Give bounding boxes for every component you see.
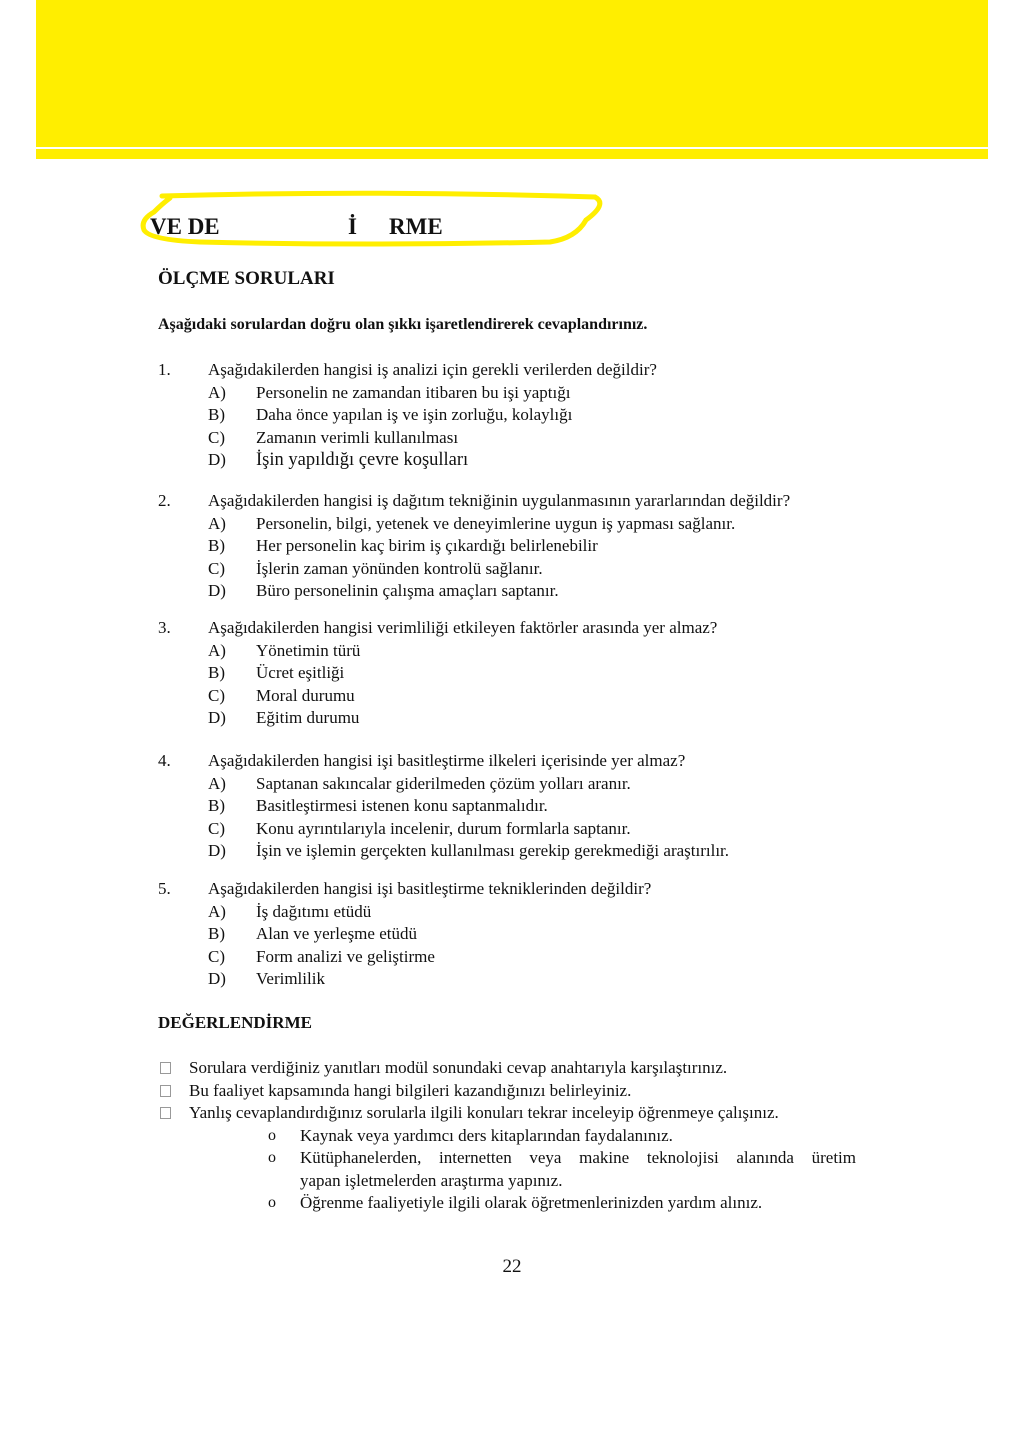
option-c[interactable] xyxy=(158,946,878,969)
question-4 xyxy=(158,750,878,863)
option-letter: D) xyxy=(208,841,226,860)
option-text: İşin yapıldığı çevre koşulları xyxy=(256,450,469,470)
evaluation-list xyxy=(158,1057,858,1215)
option-b[interactable] xyxy=(158,923,878,946)
evaluation-item xyxy=(158,1057,858,1080)
option-a[interactable] xyxy=(158,901,878,924)
option-text: Moral durumu xyxy=(256,685,355,705)
option-text: İşlerin zaman yönünden kontrolü sağlanır. xyxy=(256,558,543,578)
option-text: Ücret eşitliği xyxy=(256,663,345,682)
header-banner xyxy=(36,0,988,147)
option-text: Alan ve yerleşme etüdü xyxy=(256,924,417,943)
option-letter: B) xyxy=(208,796,225,815)
option-c[interactable] xyxy=(158,427,878,450)
option-text: Eğitim durumu xyxy=(256,708,360,727)
option-text: Her personelin kaç birim iş çıkardığı belirlenebilir xyxy=(256,536,598,555)
sub-item-text: yapan işletmelerden araştırma yapınız. xyxy=(300,1170,563,1190)
question-text: Aşağıdakilerden hangisi iş dağıtım tekniğinin uygulanmasının yararlarından değildir? xyxy=(208,491,791,510)
option-d[interactable] xyxy=(158,707,878,730)
page-number: 22 xyxy=(502,1256,522,1277)
option-text: Saptanan sakıncalar giderilmeden çözüm yolları aranır. xyxy=(256,773,631,793)
sub-item-continuation xyxy=(158,1170,858,1193)
option-b[interactable] xyxy=(158,795,878,818)
evaluation-text: Yanlış cevaplandırdığınız sorularla ilgili konuları tekrar inceleyip öğrenmeye çalışınız. xyxy=(189,1103,779,1122)
option-text: Personelin ne zamandan itibaren bu işi yaptığı xyxy=(256,382,571,402)
option-a[interactable] xyxy=(158,773,878,796)
title-part-left: VE DE xyxy=(150,214,220,239)
option-letter: C) xyxy=(208,818,225,838)
question-text: Aşağıdakilerden hangisi işi basitleştirme tekniklerinden değildir? xyxy=(208,879,652,898)
sub-item xyxy=(158,1192,858,1215)
question-number: 4. xyxy=(158,751,171,770)
checkbox-bullet-icon xyxy=(160,1107,171,1119)
option-c[interactable] xyxy=(158,558,878,581)
sub-item xyxy=(158,1147,858,1170)
question-text: Aşağıdakilerden hangisi iş analizi için gerekli verilerden değildir? xyxy=(208,360,657,379)
option-text: Personelin, bilgi, yetenek ve deneyimlerine uygun iş yapması sağlanır. xyxy=(256,513,736,533)
option-letter: A) xyxy=(208,513,226,533)
question-number: 3. xyxy=(158,618,171,637)
evaluation-item xyxy=(158,1102,858,1125)
olcme-heading: ÖLÇME SORULARI xyxy=(158,268,335,289)
question-number: 1. xyxy=(158,360,171,379)
option-letter: C) xyxy=(208,685,225,705)
question-text: Aşağıdakilerden hangisi verimliliği etkileyen faktörler arasında yer almaz? xyxy=(208,618,718,637)
option-d[interactable] xyxy=(158,449,878,472)
option-text: Büro personelinin çalışma amaçları saptanır. xyxy=(256,581,559,600)
question-number: 2. xyxy=(158,491,171,510)
question-1 xyxy=(158,359,878,472)
option-letter: A) xyxy=(208,640,226,660)
option-d[interactable] xyxy=(158,840,878,863)
title-part-right: RME xyxy=(389,214,443,239)
option-text: Daha önce yapılan iş ve işin zorluğu, kolaylığı xyxy=(256,405,573,424)
option-letter: D) xyxy=(208,708,226,727)
option-letter: B) xyxy=(208,924,225,943)
title-part-mid: İ xyxy=(348,214,357,239)
option-letter: B) xyxy=(208,536,225,555)
header-rule xyxy=(36,149,988,159)
option-text: İş dağıtımı etüdü xyxy=(256,901,372,921)
circle-bullet-icon: o xyxy=(268,1194,276,1211)
option-letter: B) xyxy=(208,405,225,424)
option-b[interactable] xyxy=(158,535,878,558)
option-text: Zamanın verimli kullanılması xyxy=(256,427,459,447)
evaluation-text: Bu faaliyet kapsamında hangi bilgileri kazandığınızı belirleyiniz. xyxy=(189,1080,632,1100)
option-letter: A) xyxy=(208,382,226,402)
option-letter: C) xyxy=(208,427,225,447)
question-3 xyxy=(158,617,878,730)
question-5 xyxy=(158,878,878,991)
evaluation-text: Sorulara verdiğiniz yanıtları modül sonundaki cevap anahtarıyla karşılaştırınız. xyxy=(189,1058,728,1077)
circle-bullet-icon: o xyxy=(268,1149,276,1166)
option-text: İşin ve işlemin gerçekten kullanılması gerekip gerekmediği araştırılır. xyxy=(256,841,730,860)
option-b[interactable] xyxy=(158,662,878,685)
option-letter: C) xyxy=(208,558,225,578)
option-letter: D) xyxy=(208,450,226,469)
sub-item-text: Öğrenme faaliyetiyle ilgili olarak öğretmenlerinizden yardım alınız. xyxy=(300,1193,763,1212)
option-letter: D) xyxy=(208,581,226,600)
instruction-text: Aşağıdaki sorulardan doğru olan şıkkı işaretlendirerek cevaplandırınız. xyxy=(158,316,648,333)
option-text: Yönetimin türü xyxy=(256,640,361,660)
option-letter: D) xyxy=(208,969,226,988)
circle-bullet-icon: o xyxy=(268,1126,276,1144)
option-a[interactable] xyxy=(158,513,878,536)
option-letter: A) xyxy=(208,901,226,921)
evaluation-item xyxy=(158,1080,858,1103)
sub-item-text: Kütüphanelerden, internetten veya makine teknolojisi alanında üretim xyxy=(300,1148,856,1167)
checkbox-bullet-icon xyxy=(160,1085,171,1097)
option-d[interactable] xyxy=(158,580,878,603)
option-c[interactable] xyxy=(158,818,878,841)
option-a[interactable] xyxy=(158,640,878,663)
option-text: Form analizi ve geliştirme xyxy=(256,946,435,966)
option-letter: A) xyxy=(208,773,226,793)
checkbox-bullet-icon xyxy=(160,1062,171,1074)
option-letter: C) xyxy=(208,946,225,966)
question-2 xyxy=(158,490,878,603)
question-number: 5. xyxy=(158,879,171,898)
option-a[interactable] xyxy=(158,382,878,405)
sub-item-text: Kaynak veya yardımcı ders kitaplarından faydalanınız. xyxy=(300,1125,673,1145)
option-d[interactable] xyxy=(158,968,878,991)
option-text: Verimlilik xyxy=(256,969,325,988)
option-c[interactable] xyxy=(158,685,878,708)
option-text: Konu ayrıntılarıyla incelenir, durum formlarla saptanır. xyxy=(256,818,631,838)
option-text: Basitleştirmesi istenen konu saptanmalıdır. xyxy=(256,796,548,815)
sub-item xyxy=(158,1125,858,1148)
option-letter: B) xyxy=(208,663,225,682)
option-b[interactable] xyxy=(158,404,878,427)
degerlendirme-heading: DEĞERLENDİRME xyxy=(158,1013,312,1032)
question-text: Aşağıdakilerden hangisi işi basitleştirme ilkeleri içerisinde yer almaz? xyxy=(208,751,686,770)
